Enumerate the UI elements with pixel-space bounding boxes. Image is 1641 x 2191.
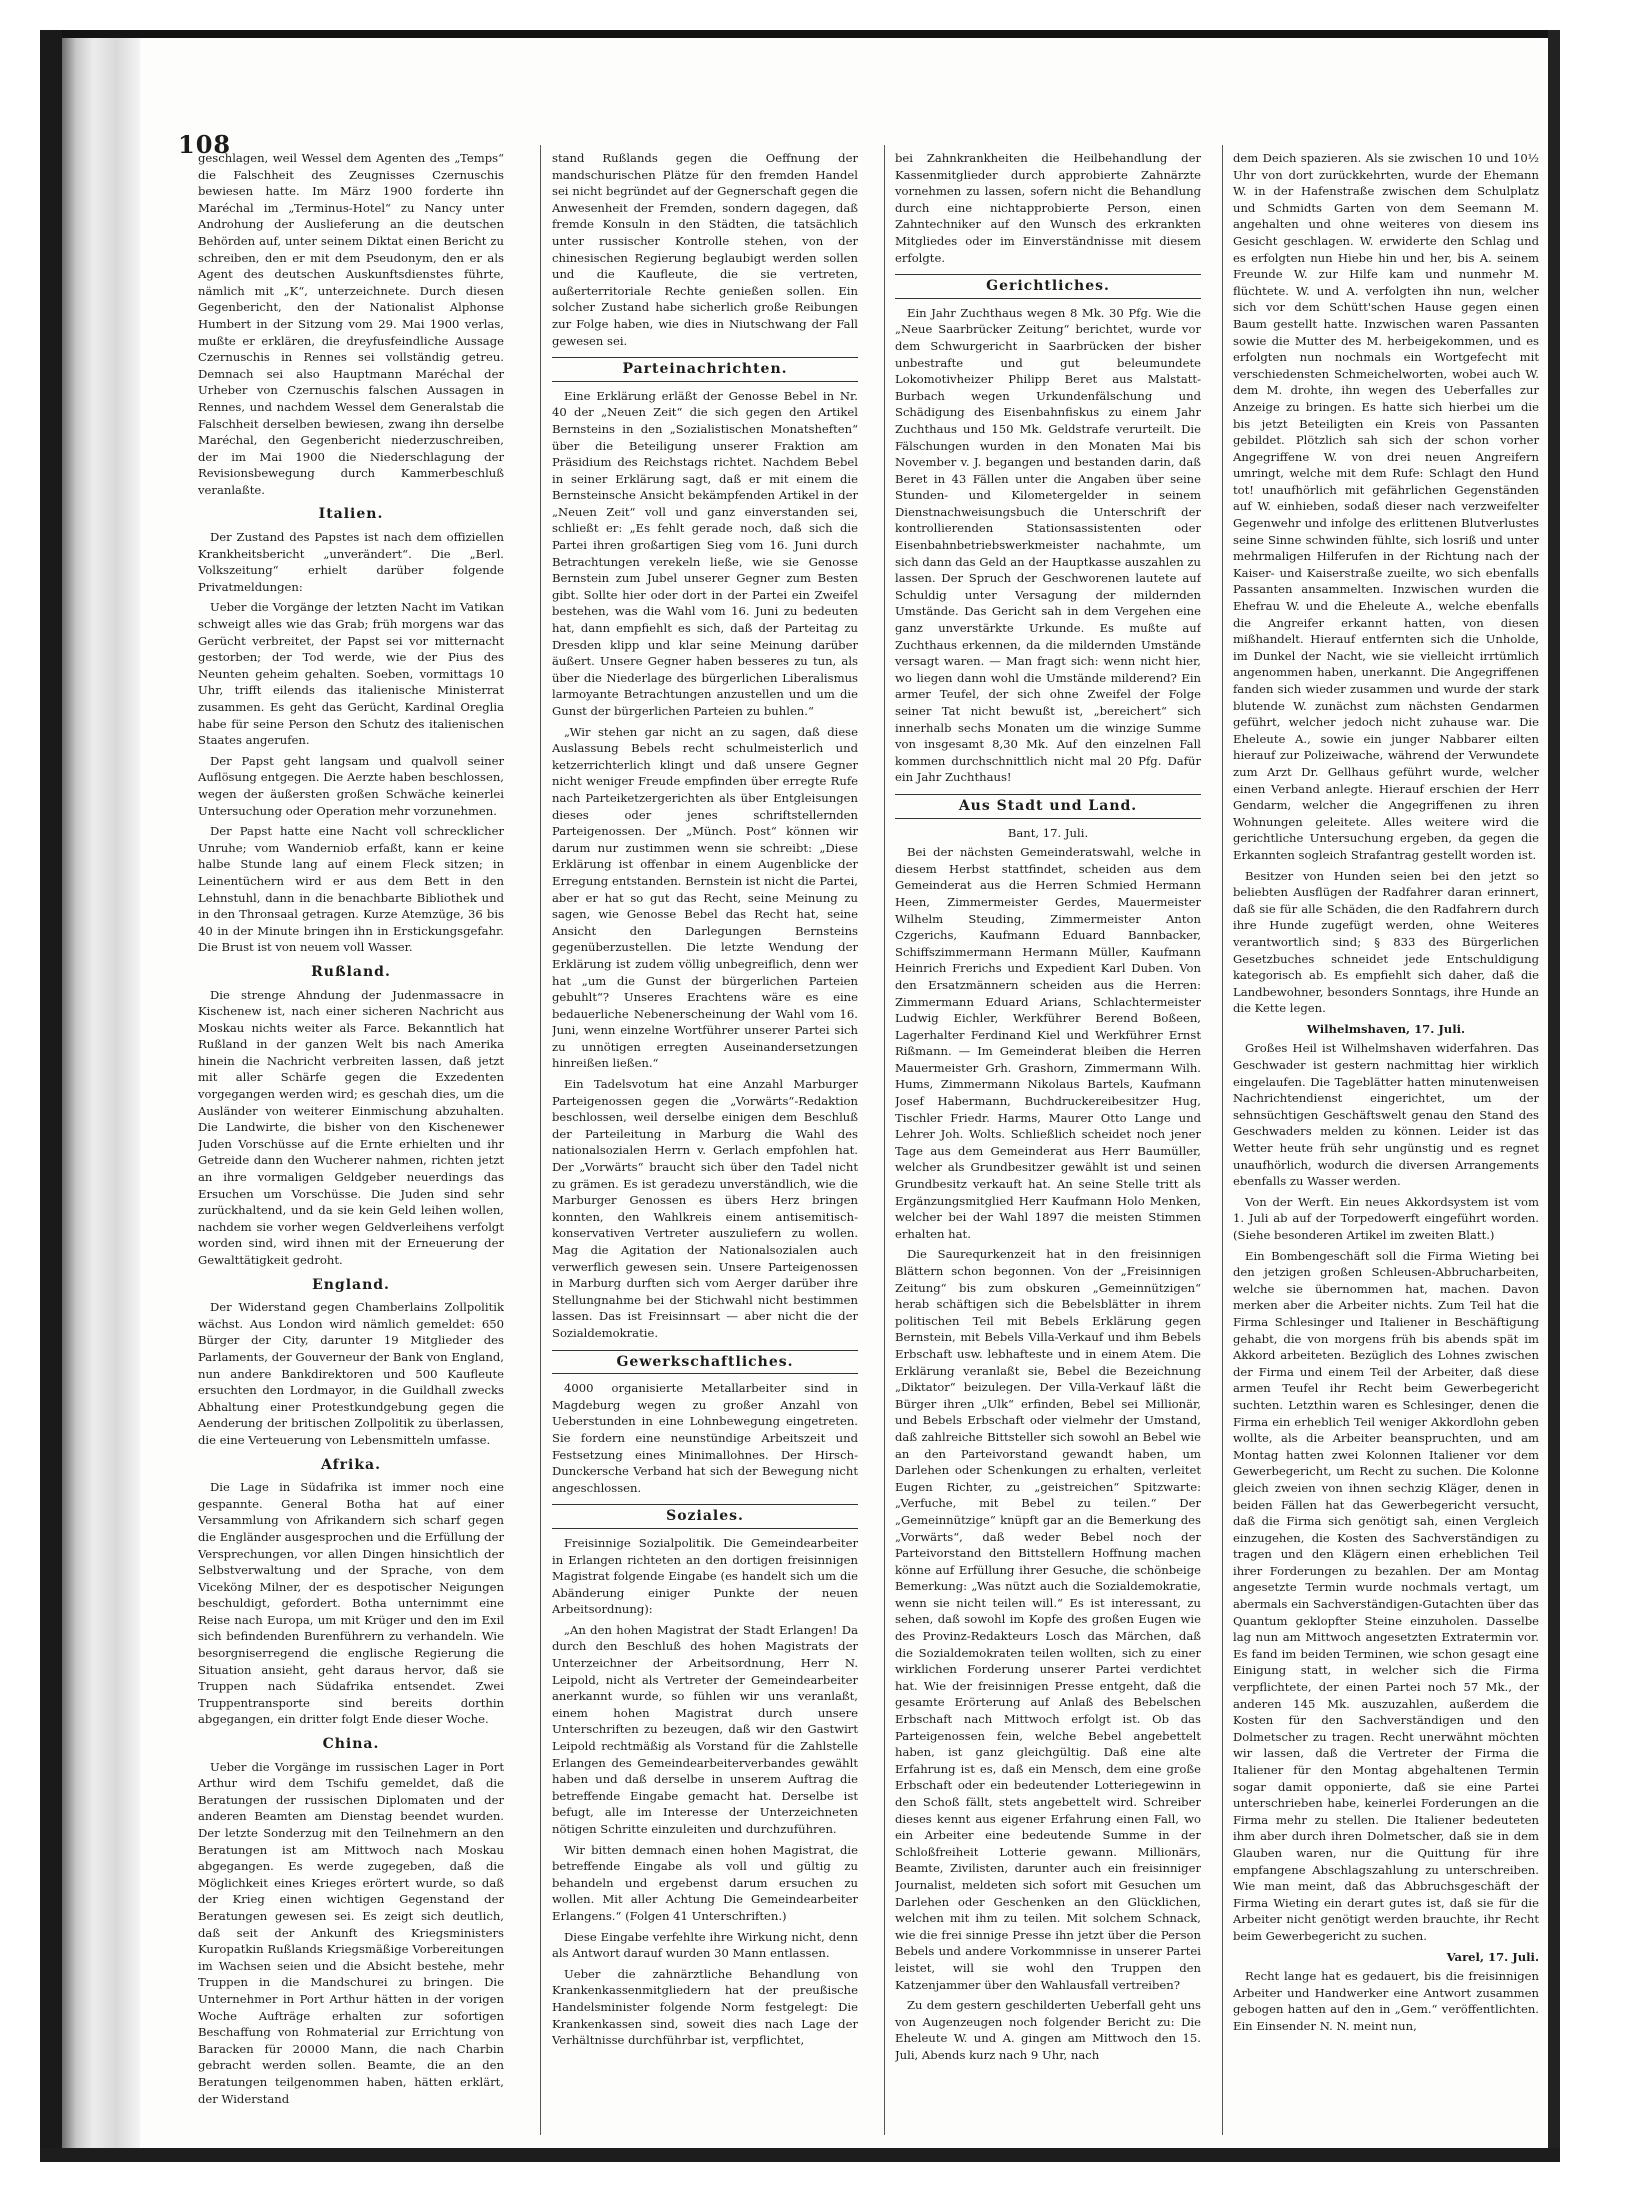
article-paragraph: Der Papst hatte eine Nacht voll schrecklicher Unruhe; vom Wanderniob erfaßt, kann er keine halbe Stunde lang auf einem Fleck sitzen; in Leinentüchern wird er aus dem Bett in den Lehnstuhl, dann in die benachbarte Bibliothek und in den Thronsaal getragen. Kurze Atemzüge, 36 bis 40 in der Minute bringen ihn in Erstickungsgefahr. Die Brust ist von neuem voll Wasser.	[198, 824, 504, 955]
article-paragraph: Recht lange hat es gedauert, bis die freisinnigen Arbeiter und Handwerker eine Antwort zusammen gebogen hatten auf den in „Gem.“ veröffentlichten. Ein Einsender N. N. meint nun,	[1233, 1969, 1539, 2033]
section-heading-gewerkschaftliches: Gewerkschaftliches.	[552, 1350, 858, 1375]
column-rule	[1222, 145, 1223, 2135]
section-heading-china: China.	[322, 1736, 380, 1753]
page-number: 108	[178, 130, 232, 159]
binding-top	[40, 30, 1560, 38]
section-heading-afrika: Afrika.	[321, 1456, 381, 1473]
column-rule	[884, 145, 885, 2135]
article-paragraph: Ueber die zahnärztliche Behandlung von Krankenkassenmitgliedern hat der preußische Handelsminister folgende Norm festgelegt: Die Krankenkassen sind, soweit dies nach Lage der Verhältnisse durchführbar ist, verpflichtet,	[552, 1966, 858, 2048]
article-paragraph: bei Zahnkrankheiten die Heilbehandlung der Kassenmitglieder durch approbierte Zahnärzte vornehmen zu lassen, sofern nicht die Behandlung durch eine nichtapprobierte Person, einen Zahntechniker auf den Wunsch des erkrankten Mitgliedes oder im Einverständnisse mit diesem erfolgte.	[895, 151, 1201, 265]
binding-bottom	[40, 2148, 1560, 2162]
column-4	[1233, 150, 1539, 2130]
article-paragraph: stand Rußlands gegen die Oeffnung der mandschurischen Plätze für den fremden Handel sei nicht begründet auf der Gegnerschaft gegen die Anwesenheit der Fremden, sondern dagegen, daß fremde Konsuln in den Städten, die tatsächlich unter russischer Kontrolle stehen, von der chinesischen Regierung beglaubigt werden sollen und die Kaufleute, die sie vertreten, außerterritoriale Rechte genießen sollen. Ein solcher Zustand habe sicherlich große Reibungen zur Folge haben, wie dies in Niutschwang der Fall gewesen sei.	[552, 151, 858, 348]
article-paragraph: Die Lage in Südafrika ist immer noch eine gespannte. General Botha hat auf einer Versammlung von Afrikandern sich scharf gegen die Engländer ausgesprochen und die Erfüllung der Versprechungen, vor allen Dingen hinsichtlich der Selbstverwaltung und der Sprache, von dem Viceköng Milner, der es despotischer Neigungen beschuldigt, gefordert. Botha unternimmt eine Reise nach Europa, um mit Krüger und den im Exil sich befindenden Burenführern zu verhandeln. Wie besorgniserregend die englische Regierung die Situation ansieht, geht daraus hervor, daß sie Truppen nach Südafrika entsendet. Zwei Truppentransporte sind bereits dorthin abgegangen, ein dritter folgt Ende dieser Woche.	[198, 1480, 504, 1727]
article-paragraph: geschlagen, weil Wessel dem Agenten des „Temps“ die Falschheit des Zeugnisses Czernuschis bewiesen hatte. Im März 1900 forderte ihn Maréchal im „Terminus-Hotel“ zu Nancy unter Androhung der Auslieferung an die deutschen Behörden auf, unter seinem Diktat einen Bericht zu schreiben, den er mit dem Pseudonym, den er als Agent des deutschen Auskunftsdienstes führte, nämlich mit „K“, unterzeichnete. Durch diesen Gegenbericht, den der Nationalist Alphonse Humbert in der Sitzung vom 29. Mai 1900 verlas, mußte er erklären, die dreyfusfeindliche Aussage Czernuschis in Rennes sei vollständig getreu. Demnach sei also Hauptmann Maréchal der Urheber von Czernuschis falschen Aussagen in Rennes, und nachdem Wessel dem Generalstab die Falschheit derselben bewiesen, zwang ihn derselbe Maréchal, den Gegenbericht niederzuschreiben, der im Mai 1900 die Niederschlagung der Revisionsbewegung durch Kammerbeschluß veranlaßte.	[198, 151, 504, 497]
article-paragraph: Diese Eingabe verfehlte ihre Wirkung nicht, denn als Antwort darauf wurden 30 Mann entlassen.	[552, 1929, 858, 1961]
article-paragraph: Ein Tadelsvotum hat eine Anzahl Marburger Parteigenossen gegen die „Vorwärts“-Redaktion beschlossen, weil derselbe einigen dem Beschluß der Parteileitung in Marburg die Wahl des nationalsozialen Herrn v. Gerlach empfohlen hat. Der „Vorwärts“ braucht sich über den Tadel nicht zu grämen. Es ist geradezu unverständlich, wie die Marburger Genossen es übers Herz bringen konnten, den Wahlkreis einem antisemitisch-konservativen Vertreter auszuliefern zu wollen. Mag die Agitation der Nationalsozialen auch verwerflich gewesen sein. Unsere Parteigenossen in Marburg durften sich vom Aerger darüber ihre Stellungnahme bei der Stichwahl nicht bestimmen lassen. Das ist Freisinnsart — aber nicht die der Sozialdemokratie.	[552, 1077, 858, 1340]
article-paragraph: 4000 organisierte Metallarbeiter sind in Magdeburg wegen zu großer Anzahl von Ueberstunden in eine Lohnbewegung eingetreten. Sie fordern eine neunstündige Arbeitszeit und Festsetzung eines Minimallohnes. Der Hirsch-Dunckersche Verband hat sich der Bewegung nicht angeschlossen.	[552, 1381, 858, 1495]
article-paragraph: „Wir stehen gar nicht an zu sagen, daß diese Auslassung Bebels recht schulmeisterlich und ketzerrichterlich klingt und daß unsere Gegner nicht weniger Freude empfinden über erregte Rufe nach Parteiketzergerichten als über Entgleisungen dieses oder jenes schriftstellernden Parteigenossen. Der „Münch. Post“ können wir darum nur zustimmen wenn sie schreibt: „Diese Erklärung ist offenbar in einem Augenblicke der Erregung entstanden. Bernstein ist nicht die Partei, aber er hat so gut das Recht, seine Meinung zu sagen, wie Genosse Bebel das Recht hat, seine Ansicht den Darlegungen Bernsteins gegenüberzustellen. Die letzte Wendung der Erklärung ist zudem völlig unbegreiflich, denn wer hat „um die Gunst der bürgerlichen Parteien gebuhlt“? Unseres Erachtens wäre es eine bedauerliche Nebenerscheinung der Wahl vom 16. Juni, wenn einzelne Wortführer unserer Partei sich zu unnötigen erregten Auseinandersetzungen hinreißen ließen.“	[552, 724, 858, 1071]
section-heading-england: England.	[312, 1276, 390, 1293]
dateline: Wilhelmshaven, 17. Juli.	[1306, 1021, 1466, 1036]
article-paragraph: Wir bitten demnach einen hohen Magistrat, die betreffende Eingabe als voll und gültig zu behandeln und ergebenst darum ersuchen zu wollen. Mit aller Achtung Die Gemeindearbeiter Erlangens.“ (Folgen 41 Unterschriften.)	[552, 1842, 858, 1923]
article-paragraph: Ein Bombengeschäft soll die Firma Wieting bei den jetzigen großen Schleusen-Abbrucharbeiten, welche sie übernommen hat, machen. Davon merken aber die Arbeiter nichts. Zum Teil hat die Firma Schlesinger und Italiener in Beschäftigung gehabt, die von morgens früh bis abends spät im Akkord arbeiteten. Bezüglich des Lohnes zwischen der Firma und einem Teil der Arbeiter, daß diese armen Teufel ihr Recht beim Gewerbegericht suchten. Letzthin waren es Schlesinger, denen die Firma ein erheblich Teil weniger Akkordlohn geben wollte, als die Arbeiter beanspruchten, und am Montag hatten zwei Kolonnen Italiener vor dem Gewerbegericht, um Recht zu suchen. Die Kolonne gleich zweien von ihnen sechzig Kläger, denen in beiden Fällen hat das Gewerbegericht versucht, daß die Firma sich genötigt sah, einen Vergleich einzugehen, die Kosten des Sachverständigen zu tragen und den Klägern einen erheblichen Teil ihrer Forderungen zu bezahlen. Der am Montag angesetzte Termin wurde nochmals vertagt, um abermals ein Sachverständigen-Gutachten über das Quantum geklopfter Steine einzuholen. Dasselbe lag nun am Mittwoch angesetzten Extratermin vor. Es fand im beiden Terminen, wie schon gesagt eine Einigung statt, in welcher sich die Firma verpflichtete, der einen Partei noch 57 Mk., der anderen 145 Mk. auszuzahlen, außerdem die Kosten für den Sachverständigen und den Dolmetscher zu tragen. Recht unerwähnt möchten wir lassen, daß die Vertreter der Firma die Italiener für den Montag abgehaltenen Termin sogar damit opponierte, daß sie eine Partei unterschrieben habe, keinerlei Forderungen an die Firma mehr zu stellen. Die Italiener bedeuteten ihm aber durch ihren Dolmetscher, daß sie in dem Glauben waren, nur die Quittung für ihre empfangene Abschlagszahlung zu unterschreiben. Wie man meint, daß das Abbruchsgeschäft der Firma Wieting ein derart gutes ist, daß sie für die Arbeiter nicht genötigt werden brauchte, ihr Recht beim Gewerbegericht zu suchen.	[1233, 1248, 1539, 1943]
section-heading-russland: Rußland.	[311, 963, 391, 980]
article-paragraph: Bei der nächsten Gemeinderatswahl, welche in diesem Herbst stattfindet, scheiden aus dem Gemeinderat aus die Herren Schmied Hermann Heen, Zimmermeister Gerdes, Mauermeister Wilhelm Steuding, Zimmermeister Anton Czgerichs, Kaufmann Eduard Bannbacker, Schiffszimmermann Hermann Müller, Kaufmann Heinrich Frerichs und Expedient Karl Duben. Von den Ersatzmännern scheiden aus die Herren: Zimmermann Eduard Arians, Schlachtermeister Ludwig Eichler, Werkführer Berend Boßeen, Lagerhalter Ferdinand Kiel und Werkführer Ernst Rißmann. — Im Gemeinderat bleiben die Herren Mauermeister Grh. Grashorn, Zimmermann Wilh. Hums, Zimmermann Nikolaus Bartels, Kaufmann Josef Habermann, Buchdruckereibesitzer Hug, Tischler Friedr. Harms, Maurer Otto Lange und Lehrer Joh. Wolts. Schließlich scheidet noch jener Tage aus dem Gemeinderat aus Herr Baumüller, welcher als Grundbesitzer gewählt ist und seinen Grundbesitz verkauft hat. An seine Stelle tritt als Ergänzungsmitglied Herr Kaufmann Holo Menken, welcher bei der Wahl 1897 die meisten Stimmen erhalten hat.	[895, 845, 1201, 1241]
article-paragraph: „An den hohen Magistrat der Stadt Erlangen! Da durch den Beschluß des hohen Magistrats der Unterzeichner der Arbeitsordnung, Herr N. Leipold, nicht als Vertreter der Gemeindearbeiter anerkannt wurde, so fühlen wir uns veranlaßt, einem hohen Magistrat durch unsere Unterschriften zu bezeugen, daß wir den Gastwirt Leipold rechtmäßig als Vorstand für die Zahlstelle Erlangen des Gemeindearbeiterverbandes gewählt haben und daß derselbe in unserem Auftrag die betreffende Eingabe gemacht hat. Derselbe ist befugt, alle im Interesse der Unterzeichneten nötigen Schritte einzuleiten und durchzuführen.	[552, 1622, 858, 1836]
article-paragraph: Ueber die Vorgänge der letzten Nacht im Vatikan schweigt alles wie das Grab; früh morgens war das Gerücht verbreitet, der Papst sei vor mitternacht gestorben; der Tod werde, wie der Pius des Neunten geheim gehalten. Soeben, vormittags 10 Uhr, trifft eilends das italienische Ministerrat zusammen. Es geht das Gerücht, Kardinal Oreglia habe für seine Person den Schutz des italienischen Staates angerufen.	[198, 600, 504, 748]
dateline: Varel, 17. Juli.	[1446, 1949, 1539, 1964]
section-heading-soziales: Soziales.	[552, 1504, 858, 1529]
article-paragraph: Ueber die Vorgänge im russischen Lager in Port Arthur wird dem Tschifu gemeldet, daß die Beratungen der russischen Diplomaten und der anderen Beamten am Dienstag beendet wurden. Der letzte Sonderzug mit den Teilnehmern an den Beratungen ist am Mittwoch nach Moskau abgegangen. Es werde zugegeben, daß die Möglichkeit eines Krieges erörtert wurde, so daß der Krieg einen wichtigen Gegenstand der Beratungen gewesen sei. Es zeigt sich deutlich, daß seit der Ankunft des Kriegsministers Kuropatkin Rußlands Kriegsmäßige Vorbereitungen im Wachsen seien und die Absicht bestehe, mehr Truppen in die Mandschurei zu bringen. Die Unternehmer in Port Arthur hätten in der vorigen Woche Aufträge erhalten zur sofortigen Beschaffung von Rohmaterial zur Errichtung von Baracken für 20000 Mann, die nach Charbin gebracht werden sollen. Beamte, die an den Beratungen teilgenommen haben, hätten erklärt, der Widerstand	[198, 1759, 504, 2106]
article-paragraph: Der Papst geht langsam und qualvoll seiner Auflösung entgegen. Die Aerzte haben beschlossen, wegen der äußersten großen Schwäche keinerlei Untersuchung oder Operation mehr vorzunehmen.	[198, 753, 504, 818]
section-heading-parteinachrichten: Parteinachrichten.	[552, 357, 858, 382]
article-paragraph: Freisinnige Sozialpolitik. Die Gemeindearbeiter in Erlangen richteten an den dortigen freisinnigen Magistrat folgende Eingabe (es handelt sich um die Abänderung einiger Punkte der neuen Arbeitsordnung):	[552, 1535, 858, 1617]
column-rule	[540, 145, 541, 2135]
section-heading-italien: Italien.	[318, 506, 384, 523]
section-heading-gerichtliches: Gerichtliches.	[895, 274, 1201, 299]
article-paragraph: Von der Werft. Ein neues Akkordsystem ist vom 1. Juli ab auf der Torpedowerft eingeführt worden. (Siehe besonderen Artikel im zweiten Blatt.)	[1233, 1194, 1539, 1242]
page-edge-stack	[62, 38, 140, 2158]
article-paragraph: Besitzer von Hunden seien bei den jetzt so beliebten Ausflügen der Radfahrer daran erinnert, daß sie für alle Schäden, die den Radfahrern durch ihre Hunde zugefügt werden, ohne Weiteres verantwortlich sind; § 833 des Bürgerlichen Gesetzbuches schneidet jede Entschuldigung kategorisch ab. Es empfiehlt sich daher, daß die Landbewohner, besonders Sonntags, ihre Hunde an die Kette legen.	[1233, 868, 1539, 1016]
article-paragraph: Ein Jahr Zuchthaus wegen 8 Mk. 30 Pfg. Wie die „Neue Saarbrücker Zeitung“ berichtet, wurde vor dem Schwurgericht in Saarbrücken der bisher unbestrafte und gut beleumundete Lokomotivheizer Philipp Beret aus Malstatt-Burbach wegen Urkundenfälschung und Schädigung des Eisenbahnfiskus zu einem Jahr Zuchthaus und 150 Mk. Geldstrafe verurteilt. Die Fälschungen wurden in den Monaten Mai bis November v. J. begangen und bestanden darin, daß Beret in 43 Fällen unter die Angaben über seine Stunden- und Kilometergelder in seinem Dienstnachweisungsbuch die Unterschrift der kontrollierenden Stationsassistenten oder Eisenbahnbetriebswerkmeister nachahmte, um sich dann das Geld an der Hauptkasse auszahlen zu lassen. Der Spruch der Geschworenen lautete auf Schuldig unter Versagung der mildernden Umstände. Das Gericht sah in dem Vergehen eine ganz unverstärkte Urkunde. Es mußte auf Zuchthaus erkennen, da die mildernden Umstände versagt waren. — Man fragt sich: wenn nicht hier, wo liegen dann wohl die Umstände milderend? Ein armer Teufel, der sich ohne Zweifel der Folge seiner Tat nicht bewußt ist, „bereichert“ sich innerhalb sechs Monaten um die winzige Summe von insgesamt 8,30 Mk. Auf den einzelnen Fall kommen durchschnittlich nicht mal 20 Pfg. Dafür ein Jahr Zuchthaus!	[895, 305, 1201, 785]
binding-spine	[40, 30, 62, 2160]
article-paragraph: Die strenge Ahndung der Judenmassacre in Kischenew ist, nach einer sicheren Nachricht aus Moskau nichts weiter als Farce. Bekanntlich hat Rußland in der ganzen Welt bis nach Amerika hinein die Nachricht verbreiten lassen, daß jetzt mit aller Schärfe gegen die Exzedenten vorgegangen werden wird; es geschah dies, um die Ausländer von weiterer Einmischung abzuhalten. Die Landwirte, die bisher von den Kischenewer Juden Vorschüsse auf die Ernte erhielten und ihr Getreide dann den Wucherer nahmen, richten jetzt an ihre vormaligen Geldgeber neuerdings das Ersuchen um Vorschüsse. Die Juden sind sehr zurückhaltend, und da sie kein Geld leihen wollen, nachdem sie vorher wegen Geldverleihens verfolgt worden sind, wird ihnen mit der Erneuerung der Gewalttätigkeit gedroht.	[198, 987, 504, 1267]
article-paragraph: dem Deich spazieren. Als sie zwischen 10 und 10½ Uhr von dort zurückkehrten, wurde der Ehemann W. in der Hafenstraße zwischen dem Schulplatz und Schmidts Garten von dem Seemann M. angehalten und ohne weiteres von diesem ins Gesicht geschlagen. W. erwiderte den Schlag und es erfolgten nun Hiebe hin und her, bis A. seinem Freunde W. zur Hilfe kam und nunmehr M. flüchtete. W. und A. verfolgten ihn nun, welcher sich vor dem Schütt'schen Hause gegen einen Baum gestellt hatte. Inzwischen waren Passanten sowie die Mutter des M. herbeigekommen, und es erfolgten nun nochmals ein Wortgefecht mit verschiedensten Schmeichelworten, wobei auch W. dem M. drohte, ihn wegen des Ueberfalles zur Anzeige zu bringen. Es hatte sich hierbei um die bis jetzt Beteiligten ein Kreis von Passanten gebildet. Plötzlich sah sich der schon vorher Angegriffene W. von drei neuen Angreifern umringt, welche mit dem Rufe: Schlagt den Hund tot! unaufhörlich mit gefährlichen Gegenständen auf W. einhieben, sodaß dieser nach verzweifelter Gegenwehr und infolge des erlittenen Blutverlustes seine Sinne schwinden fühlte, sich losriß und unter mehrmaligen Hilferufen in der Richtung nach der Kaiser- und Kaiserstraße zueilte, wo sich ebenfalls Passanten ansammelten. Inzwischen wurden die Ehefrau W. und die Eheleute A., welche ebenfalls die Angreifer erkannt hatten, von diesen mißhandelt. Hierauf entfernten sich die Unholde, im Dunkel der Nacht, wie sie vielleicht irrtümlich angenommen haben, unerkannt. Die Angegriffenen fanden sich wieder zusammen und wurde der stark blutende W. zunächst zum nächsten Gendarmen geführt, welcher jedoch nicht zuhause war. Die Eheleute A., sowie ein junger Nabbarer eilten hierauf zur Polizeiwache, während der Verwundete zum Arzt Dr. Gellhaus geführt wurde, welcher einen Verband anlegte. Hierauf erschien der Herr Gendarm, welcher die Angegriffenen zu ihren Wohnungen geleitete. Alles weitere wird die gerichtliche Untersuchung ergeben, da gegen die Erkannten sogleich Strafantrag gestellt worden ist.	[1233, 151, 1539, 862]
column-2	[552, 150, 858, 2130]
binding-right	[1548, 30, 1560, 2160]
column-1	[198, 150, 504, 2130]
article-paragraph: Zu dem gestern geschilderten Ueberfall geht uns von Augenzeugen noch folgender Bericht zu: Die Eheleute W. und A. gingen am Mittwoch den 15. Juli, Abends kurz nach 9 Uhr, nach	[895, 1998, 1201, 2062]
article-paragraph: Großes Heil ist Wilhelmshaven widerfahren. Das Geschwader ist gestern nachmittag hier wirklich eingelaufen. Die Tageblätter hatten minutenweisen Nachrichtendienst eingerichtet, um der sehnsüchtigen Geschäftswelt genau den Stand des Geschwaders melden zu können. Leider ist das Wetter heute früh sehr ungünstig und es regnet unaufhörlich, wodurch die diversen Arrangements ebenfalls zu Wasser werden.	[1233, 1041, 1539, 1189]
dateline: Bant, 17. Juli.	[1007, 825, 1089, 840]
article-paragraph: Die Saurequrkenzeit hat in den freisinnigen Blättern schon begonnen. Von der „Freisinnigen Zeitung“ bis zum obskuren „Gemeinnützigen“ herab schäftigen sich die Bebelsblätter in ihrem politischen Teil mit Bebels Erklärung gegen Bernstein, mit Bebels Villa-Verkauf und ihm Bebels Erbschaft usw. lebhafteste und in einem Atem. Die Erklärung veranlaßt sie, Bebel die Bezeichnung „Diktator“ beizulegen. Der Villa-Verkauf läßt die Bürger ihren „Ulk“ erfinden, Bebel sei Millionär, und Bebels Erbschaft oder vielmehr der Umstand, daß zahlreiche Bittsteller sich sowohl an Bebel wie an den Parteivorstand gewandt haben, um Darlehen oder Schenkungen zu erhalten, verleitet Eugen Richter, zu „geistreichen“ Spitzwarte: „Verfuche, mit Bebel zu teilen.“ Der „Gemeinnützige“ knüpft gar an die Bemerkung des „Vorwärts“, daß weder Bebel noch der Parteivorstand den Bittstellern Hoffnung machen könne auf Erfüllung ihrer Gesuche, die schönbeige Bemerkung: „Was nützt auch die Sozialdemokratie, wenn sie nicht teilen will.“ Es ist interessant, zu sehen, daß sowohl im Kopfe des großen Eugen wie des Provinz-Redakteurs Losch das Märchen, daß die Sozialdemokraten teilen wollten, sich zu einer wirklichen Forderung unserer Partei verdichtet hat. Wie der freisinnigen Presse entgeht, daß die gesamte Erörterung auf Anlaß des Bebelschen Erbschaft nach Mittwoch erfolgt ist. Ob das Parteigenossen fein, welche Bebel angebettelt haben, ist ganz gleichgültig. Daß eine alte Erfahrung ist es, daß ein Mensch, dem eine große Erbschaft oder ein bedeutender Lotteriegewinn in den Schoß fällt, stets angebettelt wird. Schreiber dieses kennt aus eigener Erfahrung einen Fall, wo ein Arbeiter eine bedeutende Summe in der Schloßfreiheit Lotterie gewann. Millionärs, Beamte, Zivilisten, darunter auch ein freisinniger Journalist, meldeten sich sofort mit Gesuchen um Darlehen oder Geschenken an den Glücklichen, welchen mit ihm zu teilen. Mit solchem Schnack, wie die frei sinnige Presse ihn jetzt über die Person Bebels und andere Vorkommnisse in unserer Partei leistet, will sie wohl den Truppen den Katzenjammer über den Wahlausfall vertreiben?	[895, 1247, 1201, 1992]
article-paragraph: Eine Erklärung erläßt der Genosse Bebel in Nr. 40 der „Neuen Zeit“ die sich gegen den Artikel Bernsteins in den „Sozialistischen Monatsheften“ über die Beteiligung unserer Fraktion am Präsidium des Reichstags richtet. Nachdem Bebel in seiner Erklärung sagt, daß er mit einem die Bernsteinsche Ansicht bekämpfenden Artikel in der „Neuen Zeit“ voll und ganz einverstanden sei, schließt er: „Es fehlt gerade noch, daß sich die Partei ihren großartigen Sieg vom 16. Juni durch Betrachtungen verekeln ließe, wie sie Genosse Bernstein zum Jubel unserer Gegner zum Besten gibt. Sollte hier oder dort in der Partei ein Zweifel bestehen, was die Wahl vom 16. Juni zu bedeuten hat, dann empfiehlt es sich, daß der Parteitag zu Dresden klipp und klar seine Meinung darüber äußert. Unsere Gegner haben besseres zu tun, als über die Niederlage des bürgerlichen Liberalismus larmoyante Betrachtungen anzustellen und um die Gunst der bürgerlichen Parteien zu buhlen.“	[552, 388, 858, 718]
article-paragraph: Der Widerstand gegen Chamberlains Zollpolitik wächst. Aus London wird nämlich gemeldet: 650 Bürger der City, darunter 19 Mitglieder des Parlaments, der Gouverneur der Bank von England, nun andere Bankdirektoren und 500 Kaufleute ersuchten den Lordmayor, in die Guildhall zwecks Abhaltung einer Protestkundgebung gegen die Aenderung der britischen Zollpolitik zu überlassen, die eine Verteuerung von Lebensmitteln umfasse.	[198, 1300, 504, 1447]
section-heading-stadt-und-land: Aus Stadt und Land.	[895, 794, 1201, 819]
column-3	[895, 150, 1201, 2130]
article-paragraph: Der Zustand des Papstes ist nach dem offiziellen Krankheitsbericht „unverändert“. Die „Berl. Volkszeitung“ erhielt darüber folgende Privatmeldungen:	[198, 530, 504, 594]
